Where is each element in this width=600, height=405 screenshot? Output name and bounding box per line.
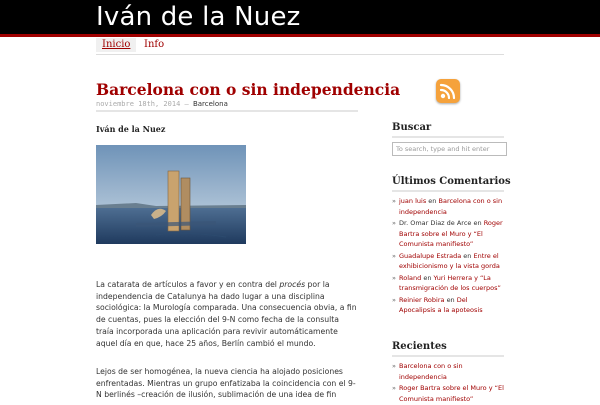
comment-post-link[interactable]: Entre el exhibicionismo y la vista gorda: [399, 251, 500, 270]
recent-item: [392, 361, 504, 382]
comment-post-link[interactable]: Yuri Herrera y “La transmigración de los cuerpos”: [399, 273, 501, 292]
comment-post-link[interactable]: Del Apocalipsis a la apoteosis: [399, 295, 483, 314]
comment-item: [392, 218, 504, 250]
comment-on-label: en: [463, 251, 472, 260]
meta-divider: [96, 110, 358, 112]
meta-separator: —: [184, 100, 189, 108]
recent-heading-rule: [392, 355, 504, 357]
comment-on-label: en: [473, 219, 482, 227]
search-heading-rule: [392, 136, 504, 138]
comment-item: [392, 295, 504, 316]
recent-item: [392, 383, 504, 404]
nav-divider: [96, 54, 504, 55]
comment-item: [392, 273, 504, 294]
recent-list: [392, 361, 504, 405]
comment-author-link[interactable]: Reinier Robira: [399, 295, 445, 304]
post-author: Iván de la Nuez: [96, 124, 166, 134]
comment-on-label: en: [423, 273, 432, 282]
recent-heading: Recientes: [392, 341, 447, 352]
comment-author-link[interactable]: Guadalupe Estrada: [399, 251, 462, 260]
comments-heading-rule: [392, 190, 504, 192]
comments-list: [392, 196, 504, 317]
comment-author-link[interactable]: Roland: [399, 273, 422, 282]
photo-towers-image: [96, 145, 246, 244]
rss-feed-icon[interactable]: [436, 79, 460, 103]
site-title[interactable]: Iván de la Nuez: [96, 2, 301, 32]
para1-emphasis: procés: [279, 280, 306, 289]
search-input[interactable]: To search, type and hit enter: [392, 142, 507, 156]
post-paragraph-1: [96, 279, 358, 349]
comment-post-link[interactable]: Barcelona con o sin independencia: [399, 197, 503, 216]
post-category-link[interactable]: Barcelona: [192, 100, 228, 108]
comment-item: [392, 251, 504, 272]
para1-text-a: La catarata de artículos a favor y en contra del: [96, 280, 280, 289]
site-header: [0, 0, 600, 37]
post-paragraph-2: Lejos de ser homogénea, la nueva ciencia ha alojado posiciones enfrentadas. Mientras un grupo enfatizaba la coincidencia con el 9-N berlinés –creación de ilusión, sublimación de una idea de fin: [96, 367, 356, 400]
nav-item-inicio[interactable]: Inicio: [96, 38, 136, 52]
nav-item-info[interactable]: Info: [144, 39, 165, 50]
comment-on-label: en: [428, 197, 437, 205]
post-photo: [96, 145, 246, 244]
comment-post-link[interactable]: Roger Bartra sobre el Muro y “El Comunista manifiesto”: [399, 219, 503, 248]
para1-text-b: por la independencia de Catalunya ha dado lugar a una disciplina sociológica: la Murología comparada. Una consecuencia obvia, a fin de cuentas, pues la elección del 9-N como fecha de la consulta traía incorporada una aplicación para revivir automáticamente aquel día en que, hace 25 años, Berlín cambió el mundo.: [96, 280, 357, 348]
post-date: noviembre 18th, 2014: [96, 100, 181, 108]
recent-post-link[interactable]: Barcelona con o sin independencia: [399, 362, 463, 381]
comment-item: [392, 196, 504, 217]
recent-post-link[interactable]: Roger Bartra sobre el Muro y “El Comunista manifiesto”: [399, 384, 504, 403]
search-heading: Buscar: [392, 122, 432, 133]
comment-author-link[interactable]: juan luis: [399, 197, 427, 205]
comments-heading: Últimos Comentarios: [392, 176, 511, 187]
post-meta: [96, 100, 228, 108]
post-title[interactable]: Barcelona con o sin independencia: [96, 80, 401, 99]
rss-glyph-icon: [436, 79, 460, 103]
comment-author: Dr. Omar Diaz de Arce: [399, 219, 472, 227]
comment-on-label: en: [446, 295, 455, 304]
